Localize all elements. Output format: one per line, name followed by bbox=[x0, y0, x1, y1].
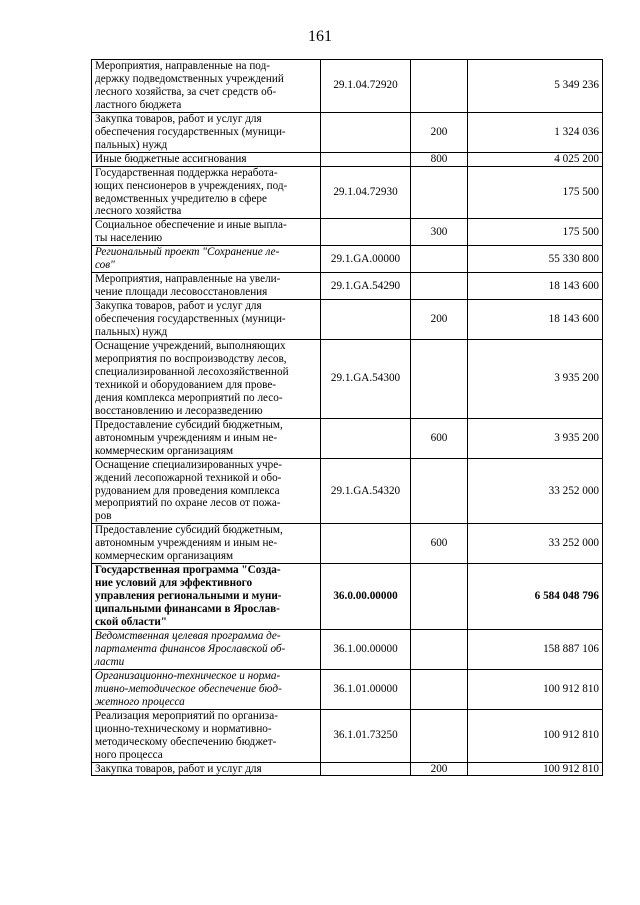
row-name: Оснащение специализированных учре- ждений лесопожарной техникой и обо- рудованием для проведения комплекса мероприятий по охране лесов от пожа- ров bbox=[92, 458, 321, 524]
table-row bbox=[92, 564, 603, 630]
row-amount: 3 935 200 bbox=[468, 418, 603, 458]
row-name: Мероприятия, направленные на под- держку подведомственных учреждений лесного хозяйства, за счет средств об- ластного бюджета bbox=[92, 60, 321, 113]
row-amount: 5 349 236 bbox=[468, 60, 603, 113]
row-name: Оснащение учреждений, выполняющих мероприятия по воспроизводству лесов, специализированной лесохозяйственной техникой и оборудованием для прове- дения комплекса мероприятий по лесо- восстановлению и лесоразведению bbox=[92, 340, 321, 419]
row-code: 36.1.01.00000 bbox=[321, 669, 411, 709]
row-vr bbox=[411, 273, 468, 300]
row-amount: 100 912 810 bbox=[468, 709, 603, 762]
table-row bbox=[92, 246, 603, 273]
row-amount: 175 500 bbox=[468, 219, 603, 246]
row-code: 36.1.00.00000 bbox=[321, 629, 411, 669]
row-vr: 600 bbox=[411, 418, 468, 458]
row-name: Региональный проект "Сохранение ле- сов" bbox=[92, 246, 321, 273]
row-amount: 1 324 036 bbox=[468, 112, 603, 152]
row-name: Социальное обеспечение и иные выпла- ты населению bbox=[92, 219, 321, 246]
row-name: Организационно-техническое и норма- тивно-методическое обеспечение бюд- жетного процесса bbox=[92, 669, 321, 709]
table-row bbox=[92, 300, 603, 340]
row-name: Реализация мероприятий по организа- ционно-техническому и нормативно- методическому обеспечению бюджет- ного процесса bbox=[92, 709, 321, 762]
row-vr: 300 bbox=[411, 219, 468, 246]
row-vr bbox=[411, 60, 468, 113]
row-vr: 800 bbox=[411, 152, 468, 166]
row-code: 29.1.GA.54320 bbox=[321, 458, 411, 524]
row-amount: 55 330 800 bbox=[468, 246, 603, 273]
row-vr bbox=[411, 709, 468, 762]
row-name: Предоставление субсидий бюджетным, автономным учреждениям и иным не- коммерческим организациям bbox=[92, 418, 321, 458]
table-row bbox=[92, 669, 603, 709]
row-name: Закупка товаров, работ и услуг для обеспечения государственных (муници- пальных) нужд bbox=[92, 300, 321, 340]
row-vr bbox=[411, 166, 468, 219]
table-row bbox=[92, 340, 603, 419]
row-vr bbox=[411, 564, 468, 630]
row-code bbox=[321, 300, 411, 340]
table-row bbox=[92, 524, 603, 564]
row-amount: 158 887 106 bbox=[468, 629, 603, 669]
row-amount: 175 500 bbox=[468, 166, 603, 219]
row-amount: 33 252 000 bbox=[468, 458, 603, 524]
row-amount: 100 912 810 bbox=[468, 669, 603, 709]
row-name: Закупка товаров, работ и услуг для обеспечения государственных (муници- пальных) нужд bbox=[92, 112, 321, 152]
row-vr: 200 bbox=[411, 112, 468, 152]
row-code bbox=[321, 762, 411, 776]
table-row bbox=[92, 629, 603, 669]
table-row bbox=[92, 166, 603, 219]
budget-table bbox=[91, 59, 603, 776]
row-amount: 33 252 000 bbox=[468, 524, 603, 564]
row-code bbox=[321, 219, 411, 246]
row-code: 29.1.04.72930 bbox=[321, 166, 411, 219]
row-code bbox=[321, 524, 411, 564]
table-row bbox=[92, 152, 603, 166]
row-code: 29.1.GA.54300 bbox=[321, 340, 411, 419]
row-vr bbox=[411, 246, 468, 273]
page-number: 161 bbox=[308, 28, 332, 45]
row-code: 29.1.04.72920 bbox=[321, 60, 411, 113]
row-code: 29.1.GA.54290 bbox=[321, 273, 411, 300]
row-vr: 200 bbox=[411, 762, 468, 776]
table-row bbox=[92, 418, 603, 458]
table-row bbox=[92, 219, 603, 246]
row-vr: 600 bbox=[411, 524, 468, 564]
row-vr bbox=[411, 458, 468, 524]
row-name: Государственная программа "Созда- ние условий для эффективного управления региональными и муни- ципальными финансами в Ярослав- ской области" bbox=[92, 564, 321, 630]
row-amount: 18 143 600 bbox=[468, 300, 603, 340]
row-vr bbox=[411, 669, 468, 709]
row-amount: 6 584 048 796 bbox=[468, 564, 603, 630]
row-amount: 4 025 200 bbox=[468, 152, 603, 166]
row-amount: 18 143 600 bbox=[468, 273, 603, 300]
row-name: Предоставление субсидий бюджетным, автономным учреждениям и иным не- коммерческим организациям bbox=[92, 524, 321, 564]
row-code bbox=[321, 112, 411, 152]
row-code: 36.1.01.73250 bbox=[321, 709, 411, 762]
row-name: Ведомственная целевая программа де- партамента финансов Ярославской об- ласти bbox=[92, 629, 321, 669]
row-code: 29.1.GA.00000 bbox=[321, 246, 411, 273]
table-row bbox=[92, 273, 603, 300]
table-row bbox=[92, 762, 603, 776]
table-row bbox=[92, 709, 603, 762]
row-code bbox=[321, 152, 411, 166]
row-name: Мероприятия, направленные на увели- чение площади лесовосстановления bbox=[92, 273, 321, 300]
row-amount: 3 935 200 bbox=[468, 340, 603, 419]
row-code bbox=[321, 418, 411, 458]
row-name: Государственная поддержка неработа- ющих пенсионеров в учреждениях, под- ведомственных учредителю в сфере лесного хозяйства bbox=[92, 166, 321, 219]
table-row bbox=[92, 112, 603, 152]
row-code: 36.0.00.00000 bbox=[321, 564, 411, 630]
row-vr bbox=[411, 629, 468, 669]
table-row bbox=[92, 458, 603, 524]
row-vr bbox=[411, 340, 468, 419]
row-vr: 200 bbox=[411, 300, 468, 340]
table-row bbox=[92, 60, 603, 113]
row-name: Иные бюджетные ассигнования bbox=[92, 152, 321, 166]
row-name: Закупка товаров, работ и услуг для bbox=[92, 762, 321, 776]
row-amount: 100 912 810 bbox=[468, 762, 603, 776]
